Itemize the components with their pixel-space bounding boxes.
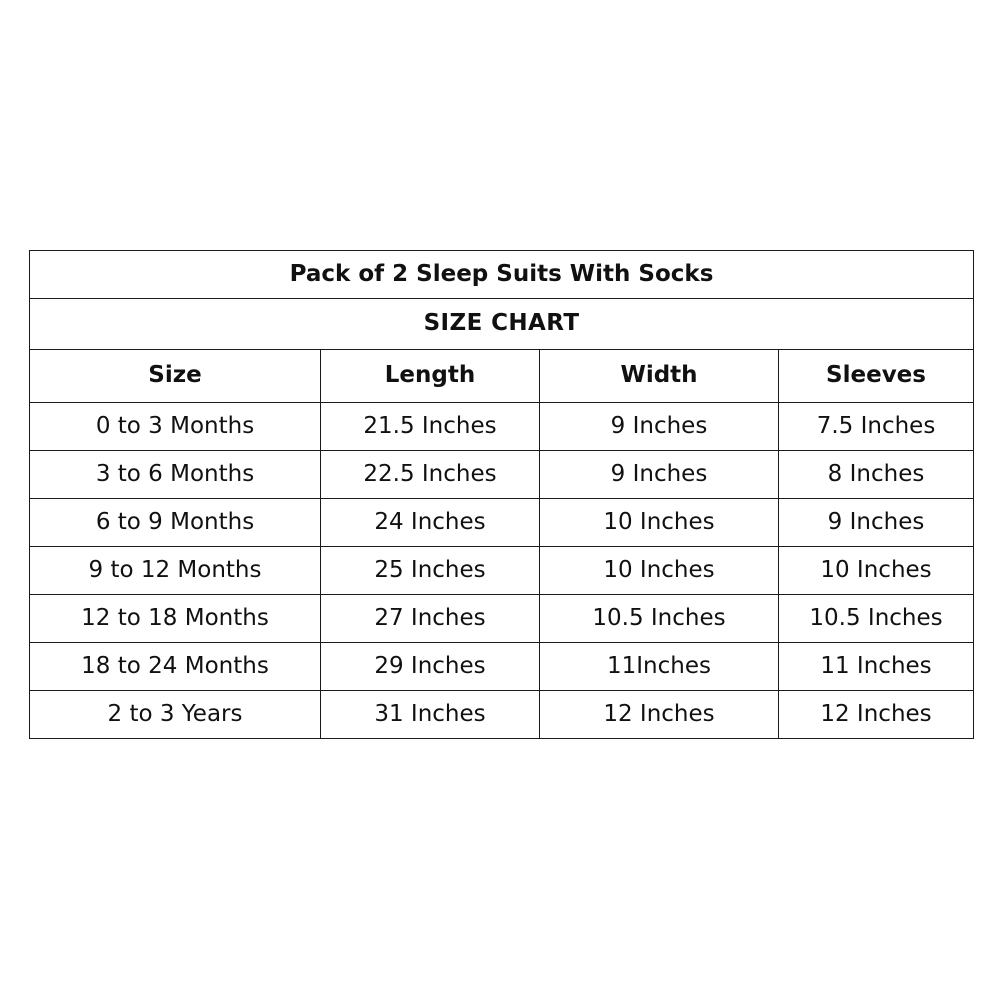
title-row	[30, 251, 974, 299]
table-row	[30, 499, 974, 547]
cell-length: 22.5 Inches	[321, 451, 540, 499]
cell-size: 18 to 24 Months	[30, 643, 321, 691]
column-header-length: Length	[321, 350, 540, 403]
cell-size: 12 to 18 Months	[30, 595, 321, 643]
column-header-size: Size	[30, 350, 321, 403]
cell-length: 24 Inches	[321, 499, 540, 547]
cell-width: 9 Inches	[540, 403, 779, 451]
column-header-width: Width	[540, 350, 779, 403]
cell-width: 10 Inches	[540, 547, 779, 595]
cell-length: 31 Inches	[321, 691, 540, 739]
cell-sleeves: 10 Inches	[779, 547, 974, 595]
cell-sleeves: 12 Inches	[779, 691, 974, 739]
cell-sleeves: 9 Inches	[779, 499, 974, 547]
cell-width: 11Inches	[540, 643, 779, 691]
subtitle-row	[30, 299, 974, 350]
chart-subtitle: SIZE CHART	[30, 299, 974, 350]
column-header-sleeves: Sleeves	[779, 350, 974, 403]
cell-size: 2 to 3 Years	[30, 691, 321, 739]
table-row	[30, 451, 974, 499]
header-row	[30, 350, 974, 403]
size-chart-table	[29, 250, 974, 739]
table-row	[30, 595, 974, 643]
cell-length: 29 Inches	[321, 643, 540, 691]
cell-length: 21.5 Inches	[321, 403, 540, 451]
table-row	[30, 643, 974, 691]
size-chart-container	[29, 250, 973, 739]
cell-width: 10.5 Inches	[540, 595, 779, 643]
cell-width: 9 Inches	[540, 451, 779, 499]
cell-sleeves: 8 Inches	[779, 451, 974, 499]
cell-length: 25 Inches	[321, 547, 540, 595]
table-row	[30, 691, 974, 739]
cell-length: 27 Inches	[321, 595, 540, 643]
cell-size: 3 to 6 Months	[30, 451, 321, 499]
cell-size: 9 to 12 Months	[30, 547, 321, 595]
cell-width: 12 Inches	[540, 691, 779, 739]
cell-size: 0 to 3 Months	[30, 403, 321, 451]
cell-sleeves: 7.5 Inches	[779, 403, 974, 451]
cell-sleeves: 10.5 Inches	[779, 595, 974, 643]
cell-sleeves: 11 Inches	[779, 643, 974, 691]
cell-size: 6 to 9 Months	[30, 499, 321, 547]
table-row	[30, 547, 974, 595]
table-row	[30, 403, 974, 451]
cell-width: 10 Inches	[540, 499, 779, 547]
chart-title: Pack of 2 Sleep Suits With Socks	[30, 251, 974, 299]
